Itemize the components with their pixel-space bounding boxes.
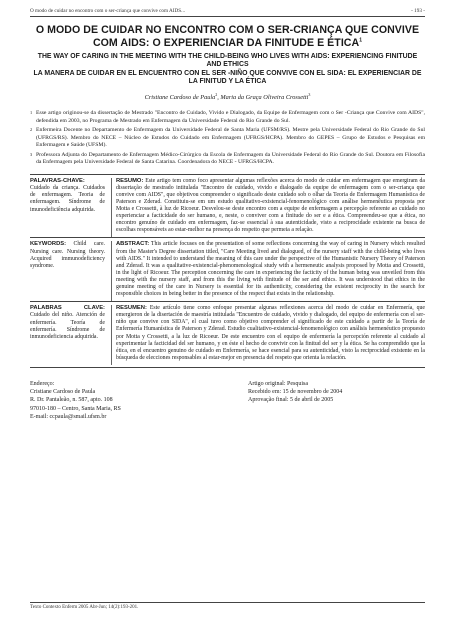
contact-line: 97010-180 – Centro, Santa Maria, RS bbox=[30, 405, 121, 412]
correspondence-block bbox=[30, 380, 425, 421]
abstract-text: Este artigo tem como foco apresentar algumas reflexões acerca do modo de cuidar em enfermagem que emergiram da dissertação de mestrado intitulada "Encontro de cuidado, vivido e dialogado da equipe de enfermagem com o ser-criança que convive com AIDS", que objetivou compreender o significado deste cuidado sob o olhar da Teoria de Enfermagem Humanística de Paterson e Zderad. Constituiu-se em um estudo qualitativo-existencial-fenomenológico com análise hermenêutica proposta por Motta e Crossetti, à luz de Ricoeur. Desvelou-se deste encontro com a equipe de enfermagem a percepção referente ao cuidado no experienciar a facticidade do ser humano, e, neste, o conviver com a finitude do ser e a ética. Compreendeu-se que a ética, no encontro genuíno de cuidado em enfermagem, faz-se essencial à sua autenticidade, visto a reciprocidade existente na busca de escolhas responsáveis ao estar-melhor na presença do respeito que permeia a relação. bbox=[116, 177, 425, 234]
title-block bbox=[30, 24, 425, 86]
contact-address bbox=[30, 380, 248, 421]
keywords-text: Cuidado da criança. Cuidados de enfermagem. Teoria de enfermagem. Síndrome de imunodeficiência adquirida. bbox=[30, 184, 105, 213]
title-portuguese-text: O MODO DE CUIDAR NO ENCONTRO COM O SER-CRIANÇA QUE CONVIVE COM AIDS: O EXPERIENCIAR DA FINITUDE E ÉTICA bbox=[35, 24, 420, 49]
keywords-english bbox=[30, 241, 111, 301]
abstract-bottom-rule bbox=[30, 367, 425, 368]
contact-line: Cristiane Cardoso de Paula bbox=[30, 389, 96, 396]
article-dates bbox=[248, 380, 425, 421]
footnote bbox=[30, 152, 425, 167]
footnote-number: 3 bbox=[30, 151, 33, 157]
footer-rule bbox=[30, 602, 425, 603]
approval-date: Aprovação final: 5 de abril de 2005 bbox=[248, 397, 334, 404]
abstract-portuguese bbox=[30, 174, 425, 238]
author-footnote-marker: 2 bbox=[215, 92, 218, 98]
title-footnote-marker: 1 bbox=[359, 37, 363, 44]
abstract-label: ABSTRACT: bbox=[116, 241, 150, 248]
contact-line: Endereço: bbox=[30, 380, 55, 387]
keywords-spanish bbox=[30, 305, 111, 365]
footnote bbox=[30, 127, 425, 150]
footnote-number: 1 bbox=[30, 110, 33, 116]
author-name: Cristiane Cardoso de Paula bbox=[144, 94, 216, 102]
author-name: Maria da Graça Oliveira Crossetti bbox=[220, 94, 309, 102]
page-number: - 193 - bbox=[411, 8, 425, 14]
article-type: Artigo original: Pesquisa bbox=[248, 380, 308, 387]
abstract-body bbox=[111, 305, 425, 365]
abstract-english bbox=[30, 237, 425, 301]
keywords-label: PALABRAS CLAVE: bbox=[30, 305, 105, 312]
contact-line: R. Dr. Pantaleão, n. 587, apto. 108 bbox=[30, 397, 113, 404]
footnote-number: 2 bbox=[30, 127, 33, 133]
abstract-label: RESUMEN: bbox=[116, 305, 147, 312]
abstract-body bbox=[111, 241, 425, 301]
contact-email: E-mail: ccpaula@smail.ufsm.br bbox=[30, 413, 107, 420]
journal-citation: Texto Contexto Enferm 2005 Abr-Jun; 14(2):193-201. bbox=[30, 605, 139, 610]
abstract-text: Este artículo tiene como enfoque presentar algunas reflexiones acerca del modo de cuidar en Enfermería, que emergieron de la disertación de maestría intitulada "Encuentro de cuidado, vivido y dialogado, del equipo de enfermería con el ser-niño que convive con SIDA", el cual tuvo como objetivo comprender el significado de este cuidado a partir de la Teoría de Enfermería Humanística de Paterson y Zderad. Estudio cualitativo-existencial-fenomenológico con análisis hermenéutico propuesto por Motta y Crossetti, a la luz de Ricoeur. De este encuentro con el equipo de enfermería la percepción referente al cuidado al experimentar la facticidad del ser humano, y en éste el hecho de convivir con la finitud del ser y la ética. Se ha comprendido que la ética, en el encuentro genuino de cuidado en Enfermería, se hace esencial para su autenticidad, visto la reciprocidad existente en la búsqueda de elecciones responsables al estar-mejor en presencia del respeto que orienta la relación. bbox=[116, 305, 425, 361]
keywords-portuguese bbox=[30, 178, 111, 238]
title-english: THE WAY OF CARING IN THE MEETING WITH THE CHILD-BEING WHO LIVES WITH AIDS: EXPERIENCING FINITUDE AND ETHICS bbox=[37, 53, 418, 69]
keywords-label: KEYWORDS: bbox=[30, 241, 67, 248]
header-rule bbox=[30, 16, 425, 17]
abstract-text: This article focuses on the presentation of some reflections concerning the way of caring in Nursery which resulted from the Master's Degree dissertation titled, "Care Meeting lived and dialogued, of the nursery staff with the child-being who lives with AIDS." It intended to understand the meaning of this care under the perspective of the Humanistic Nursery Theory of Paterson and Zderad. It was a qualitative-existencial-phenomenological study with a hermeneutic analysis proposed by Motta and Crossetti, in the light of Ricoeur. The perception concerning the care in experiencing the facticity of the human being was unveiled from this meeting with the nursery staff, and from this the living with finitude of the ser and ethics. It was understood that ethics in the genuine meeting of the care in Nursery is essential for its authenticity, considering the existent reciprocity in the search for responsible choices in being better in the presence of the respect that exists in the relationship. bbox=[116, 241, 425, 298]
title-portuguese bbox=[30, 24, 425, 50]
footnote-text: Professora Adjunta do Departamento de Enfermagem Médico-Cirúrgico da Escola de Enfermagem da Universidade Federal do Rio Grande do Sul. Doutora em Filosofia da Enfermagem pela Universidade Federal de Santa Catarina. Coordenadora do NECE - UFRGS/HCPA. bbox=[36, 151, 425, 166]
author-separator: , bbox=[217, 94, 221, 102]
footnote-text: Esse artigo originou-se da dissertação de Mestrado "Encontro de Cuidado, Vivido e Dialogado, da Equipe de Enfermagem com o Ser -Criança que Convive com AIDS", defendida em 2003, no Programa de Mestrado em Enfermagem da Universidade Federal do Rio Grande do Sul. bbox=[36, 110, 425, 124]
keywords-text: Cuidado del niño. Atención de enfermería. Teoría de enfermería. Síndrome de inmunodeficiencia adquirida. bbox=[30, 312, 105, 340]
abstract-spanish bbox=[30, 301, 425, 365]
author-footnote-marker: 3 bbox=[308, 92, 311, 98]
footnote-text: Enfermeira Docente no Departamento de Enfermagem da Universidade Federal de Santa Maria (UFSM/RS). Mestre pela Universidade Federal do Rio Grande do Sul (UFRGS/RS). Membro do NECE – Núcleo de Estudos do Cuidado em Enfermagem (UFRGS/HCPA). Membro do GEPES – Grupo de Estudos e Pesquisas em Enfermagem e Saúde (UFSM). bbox=[36, 127, 425, 149]
abstract-body bbox=[111, 178, 425, 238]
keywords-label: PALAVRAS-CHAVE: bbox=[30, 177, 85, 184]
running-header bbox=[30, 8, 425, 14]
page-footer bbox=[30, 600, 425, 610]
author-line bbox=[30, 94, 425, 101]
title-spanish: LA MANERA DE CUIDAR EN EL ENCUENTRO CON EL SER -NIÑO QUE CONVIVE CON EL SIDA: EL EXPERIENCIAR DE LA FINITUD Y LA ÉTICA bbox=[33, 69, 422, 85]
keywords-text: Child care. Nursing care. Nursing theory. Acquired immunodeficiency syndrome. bbox=[30, 241, 105, 270]
author-footnotes bbox=[30, 110, 425, 167]
running-title: O modo de cuidar no encontro com o ser-criança que convive com AIDS... bbox=[30, 8, 186, 14]
footnote bbox=[30, 110, 425, 125]
received-date: Recebido em: 15 de novembro de 2004 bbox=[248, 389, 343, 396]
abstract-label: RESUMO: bbox=[116, 177, 144, 184]
